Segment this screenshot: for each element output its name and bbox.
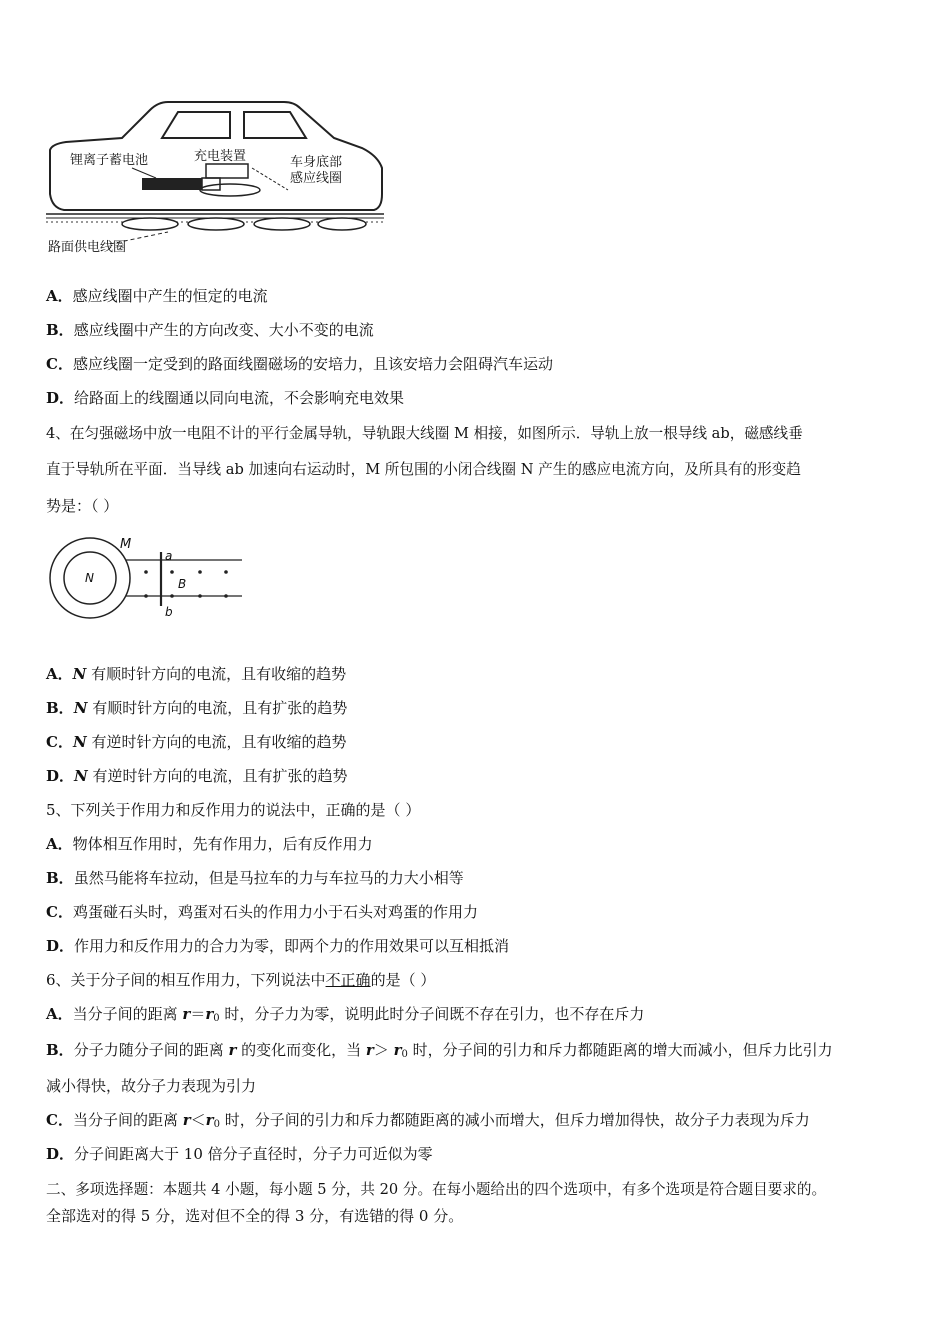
option-key: C． [46, 355, 73, 373]
q3-option-d [46, 388, 906, 408]
q5-option-b [46, 868, 906, 888]
label-charger: 充电装置 [194, 149, 247, 164]
car-window-front [162, 112, 230, 138]
text: 时，分子间的引力和斥力都随距离的减小而增大，但斥力增加得快，故分子力表现为斥力 [219, 1111, 810, 1129]
label-M: M [120, 537, 132, 552]
q6-option-a [46, 1004, 906, 1029]
q6-option-b-line2: 减小得快，故分子力表现为引力 [46, 1077, 257, 1095]
var-r: r [365, 1041, 374, 1059]
section2-header-line2: 全部选对的得 5 分，选对但不全的得 3 分，有选错的得 0 分。 [46, 1207, 464, 1225]
car-charging-figure [44, 98, 384, 258]
q6-stem [46, 970, 906, 990]
subscript: 0 [213, 1119, 220, 1130]
option-text: 给路面上的线圈通以同向电流，不会影响充电效果 [74, 389, 405, 407]
battery-shape [142, 178, 202, 190]
q6-option-d [46, 1144, 906, 1164]
q6-stem-underlined: 不正确 [325, 971, 371, 989]
road-coil-shape [122, 218, 178, 230]
label-car-coil-1: 车身底部 [290, 155, 343, 170]
subscript: 0 [213, 1013, 220, 1024]
option-key: D． [46, 1145, 75, 1163]
coil-rail-figure [48, 534, 248, 620]
option-key: A． [46, 287, 73, 305]
symbol: ＞ [373, 1041, 394, 1059]
var-r: r [182, 1111, 191, 1129]
car-window-rear [244, 112, 306, 138]
option-key: D． [46, 937, 75, 955]
option-key: A． [46, 1005, 73, 1023]
var-r0: r [393, 1041, 402, 1059]
label-battery: 锂离子蓄电池 [70, 153, 149, 168]
q6-option-b-line1 [46, 1040, 906, 1065]
q5-stem: 5、下列关于作用力和反作用力的说法中，正确的是（ ） [46, 801, 421, 819]
option-text: 物体相互作用时，先有作用力，后有反作用力 [72, 835, 373, 853]
text: 当分子间的距离 [72, 1005, 183, 1023]
text: 分子力随分子间的距离 [73, 1041, 229, 1059]
q6-stem-pre: 6、关于分子间的相互作用力，下列说法中 [46, 971, 326, 989]
symbol: ＜ [190, 1111, 206, 1129]
label-car-coil-2: 感应线圈 [290, 171, 343, 186]
option-key: B． [46, 699, 74, 717]
text: 时，分子力为零，说明此时分子间既不存在引力，也不存在斥力 [219, 1005, 645, 1023]
option-text: 有顺时针方向的电流，且有收缩的趋势 [91, 665, 347, 683]
var-N: N [74, 767, 88, 785]
q3-option-c [46, 354, 906, 374]
label-a: a [165, 549, 173, 563]
text: 的变化而变化，当 [236, 1041, 366, 1059]
option-key: B． [46, 869, 74, 887]
section2-header-line1: 二、多项选择题：本题共 4 小题，每小题 5 分，共 20 分。在每小题给出的四个选项中，有多个选项是符合题目要求的。 [46, 1181, 827, 1198]
option-text: 作用力和反作用力的合力为零，即两个力的作用效果可以互相抵消 [74, 937, 510, 955]
var-r0: r [205, 1005, 214, 1023]
option-key: B． [46, 1041, 74, 1059]
charger-shape [206, 164, 248, 178]
text: 时，分子间的引力和斥力都随距离的增大而减小，但斥力比引力 [407, 1041, 833, 1059]
subscript: 0 [401, 1049, 408, 1060]
q4-option-c [46, 732, 906, 752]
option-key: C． [46, 903, 73, 921]
q4-option-a [46, 664, 906, 684]
var-N: N [72, 665, 87, 683]
option-key: C． [46, 1111, 73, 1129]
var-N: N [72, 733, 87, 751]
option-key: D． [46, 389, 75, 407]
option-key: A． [46, 835, 73, 853]
road-coil-shape [254, 218, 310, 230]
var-N: N [73, 699, 88, 717]
label-N: N [85, 571, 94, 585]
var-r: r [228, 1041, 237, 1059]
var-r: r [182, 1005, 191, 1023]
option-text: 分子间距离大于 10 倍分子直径时，分子力可近似为零 [74, 1145, 433, 1163]
option-text: 有顺时针方向的电流，且有扩张的趋势 [92, 699, 348, 717]
symbol: ＝ [190, 1005, 206, 1023]
option-text: 感应线圈一定受到的路面线圈磁场的安培力，且该安培力会阻碍汽车运动 [72, 355, 553, 373]
q3-option-a [46, 286, 906, 306]
road-coil-shape [188, 218, 244, 230]
q4-option-b [46, 698, 906, 718]
option-key: D． [46, 767, 75, 785]
option-text: 虽然马能将车拉动，但是马拉车的力与车拉马的力大小相等 [73, 869, 464, 887]
option-key: C． [46, 733, 73, 751]
label-B: B [178, 577, 187, 591]
q6-option-c [46, 1110, 906, 1135]
q4-stem-line1: 4、在匀强磁场中放一电阻不计的平行金属导轨，导轨跟大线圈 M 相接，如图所示．导轨上放一根导线 ab，磁感线垂 [46, 425, 803, 442]
option-text: 有逆时针方向的电流，且有收缩的趋势 [91, 733, 347, 751]
label-road-coil: 路面供电线圈 [48, 240, 127, 255]
var-r0: r [205, 1111, 214, 1129]
road-coil-shape [318, 218, 366, 230]
q6-stem-post: 的是（ ） [370, 971, 436, 989]
text: 当分子间的距离 [72, 1111, 183, 1129]
q3-option-b [46, 320, 906, 340]
label-b: b [165, 605, 173, 619]
option-key: B． [46, 321, 74, 339]
option-key: A． [46, 665, 73, 683]
q5-option-d [46, 936, 906, 956]
q4-option-d [46, 766, 906, 786]
q4-stem-line3: 势是：（ ） [46, 497, 119, 515]
q5-option-c [46, 902, 906, 922]
option-text: 感应线圈中产生的恒定的电流 [72, 287, 268, 305]
option-text: 有逆时针方向的电流，且有扩张的趋势 [92, 767, 348, 785]
option-text: 感应线圈中产生的方向改变、大小不变的电流 [73, 321, 374, 339]
q4-stem-line2: 直于导轨所在平面．当导线 ab 加速向右运动时，M 所包围的小闭合线圈 N 产生的感应电流方向，及所具有的形变趋 [46, 461, 801, 478]
option-text: 鸡蛋碰石头时，鸡蛋对石头的作用力小于石头对鸡蛋的作用力 [72, 903, 478, 921]
q5-option-a [46, 834, 906, 854]
